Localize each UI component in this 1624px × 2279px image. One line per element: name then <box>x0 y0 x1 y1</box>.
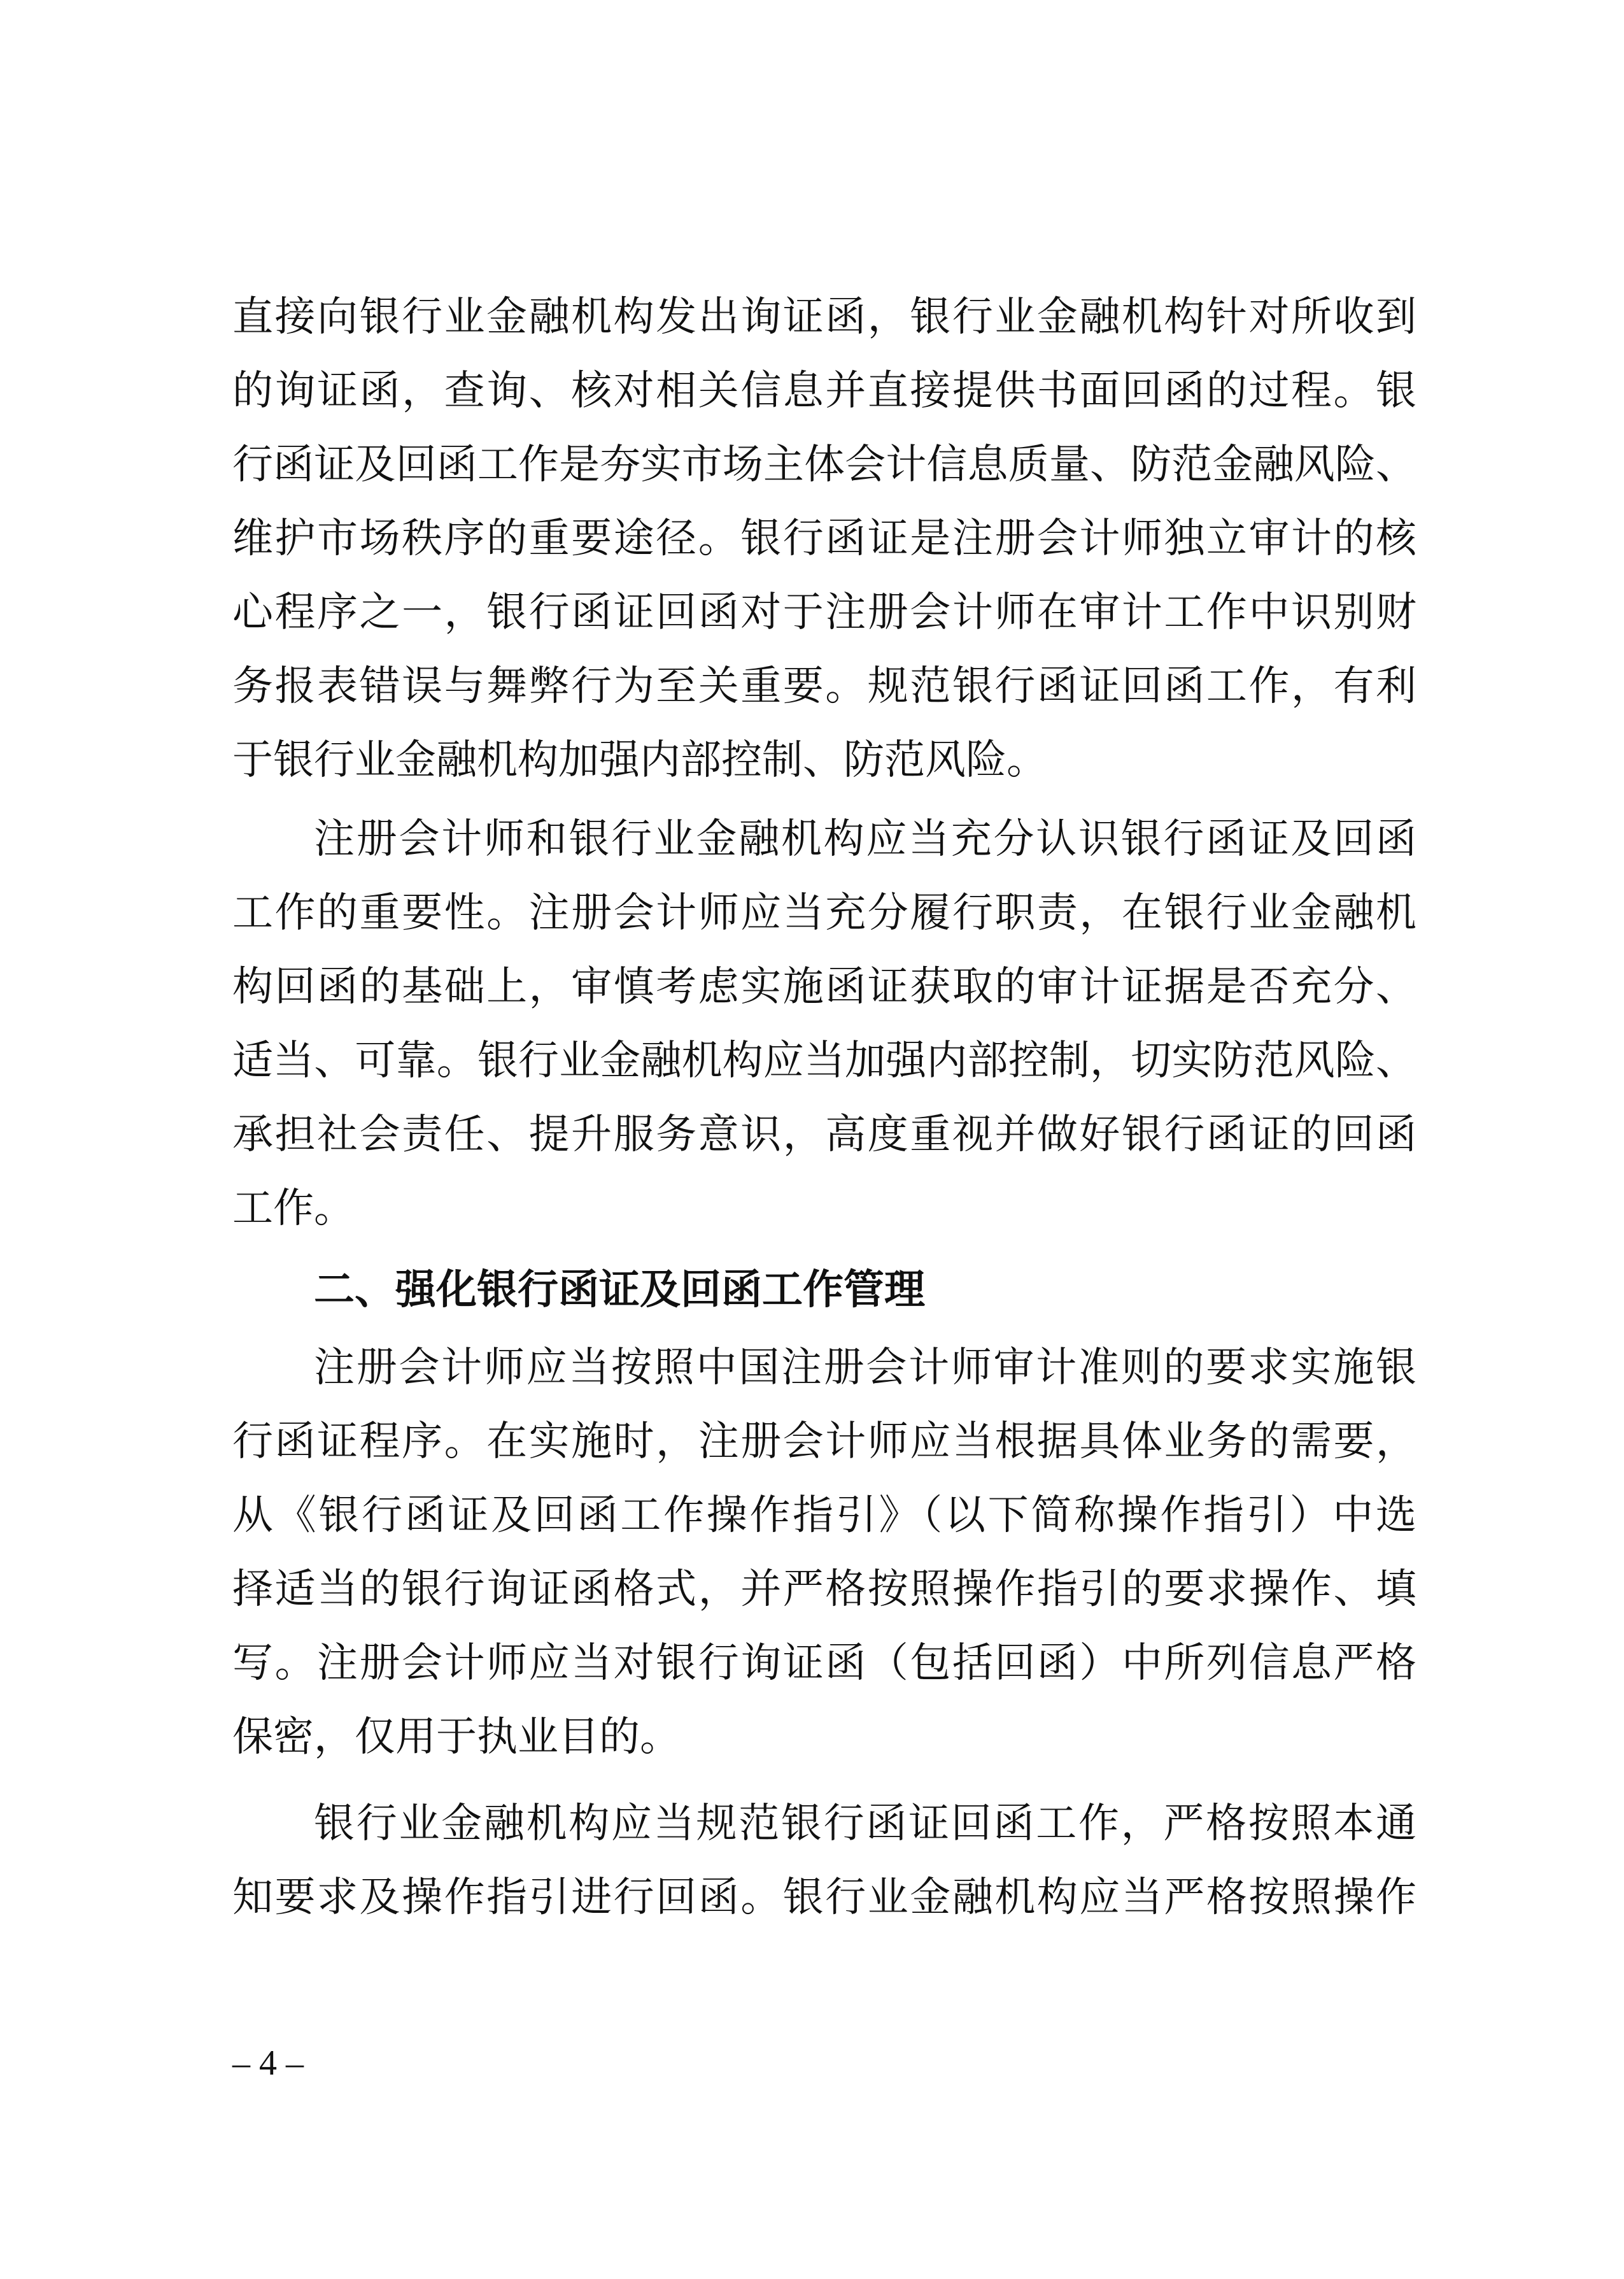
text-line: 知要求及操作指引进行回函。银行业金融机构应当严格按照操作 <box>232 1874 1416 1921</box>
text-line: 从《银行函证及回函工作操作指引》（以下简称操作指引）中选 <box>232 1492 1416 1539</box>
text-line: 行函证及回函工作是夯实市场主体会计信息质量、防范金融风险、 <box>232 441 1416 488</box>
text-line: 务报表错误与舞弊行为至关重要。规范银行函证回函工作，有利 <box>232 663 1416 710</box>
section-heading: 二、强化银行函证及回函工作管理 <box>314 1267 925 1314</box>
text-line: 保密，仅用于执业目的。 <box>232 1714 681 1761</box>
text-line: 写。注册会计师应当对银行询证函（包括回函）中所列信息严格 <box>232 1640 1416 1687</box>
text-line: 工作的重要性。注册会计师应当充分履行职责，在银行业金融机 <box>232 890 1416 937</box>
page-number: – 4 – <box>232 2043 304 2083</box>
text-line: 构回函的基础上，审慎考虑实施函证获取的审计证据是否充分、 <box>232 963 1416 1011</box>
text-line: 直接向银行业金融机构发出询证函，银行业金融机构针对所收到 <box>232 294 1416 341</box>
text-line: 承担社会责任、提升服务意识，高度重视并做好银行函证的回函 <box>232 1111 1416 1158</box>
text-line: 维护市场秩序的重要途径。银行函证是注册会计师独立审计的核 <box>232 515 1416 562</box>
text-line: 注册会计师和银行业金融机构应当充分认识银行函证及回函 <box>314 816 1416 863</box>
text-line: 适当、可靠。银行业金融机构应当加强内部控制，切实防范风险、 <box>232 1037 1416 1084</box>
text-line: 工作。 <box>232 1185 355 1232</box>
text-line: 择适当的银行询证函格式，并严格按照操作指引的要求操作、填 <box>232 1566 1416 1613</box>
text-line: 心程序之一，银行函证回函对于注册会计师在审计工作中识别财 <box>232 589 1416 636</box>
text-line: 于银行业金融机构加强内部控制、防范风险。 <box>232 737 1047 784</box>
text-line: 银行业金融机构应当规范银行函证回函工作，严格按照本通 <box>314 1800 1416 1847</box>
text-line: 行函证程序。在实施时，注册会计师应当根据具体业务的需要， <box>232 1418 1416 1465</box>
text-line: 的询证函，查询、核对相关信息并直接提供书面回函的过程。银 <box>232 367 1416 415</box>
text-line: 注册会计师应当按照中国注册会计师审计准则的要求实施银 <box>314 1344 1416 1391</box>
